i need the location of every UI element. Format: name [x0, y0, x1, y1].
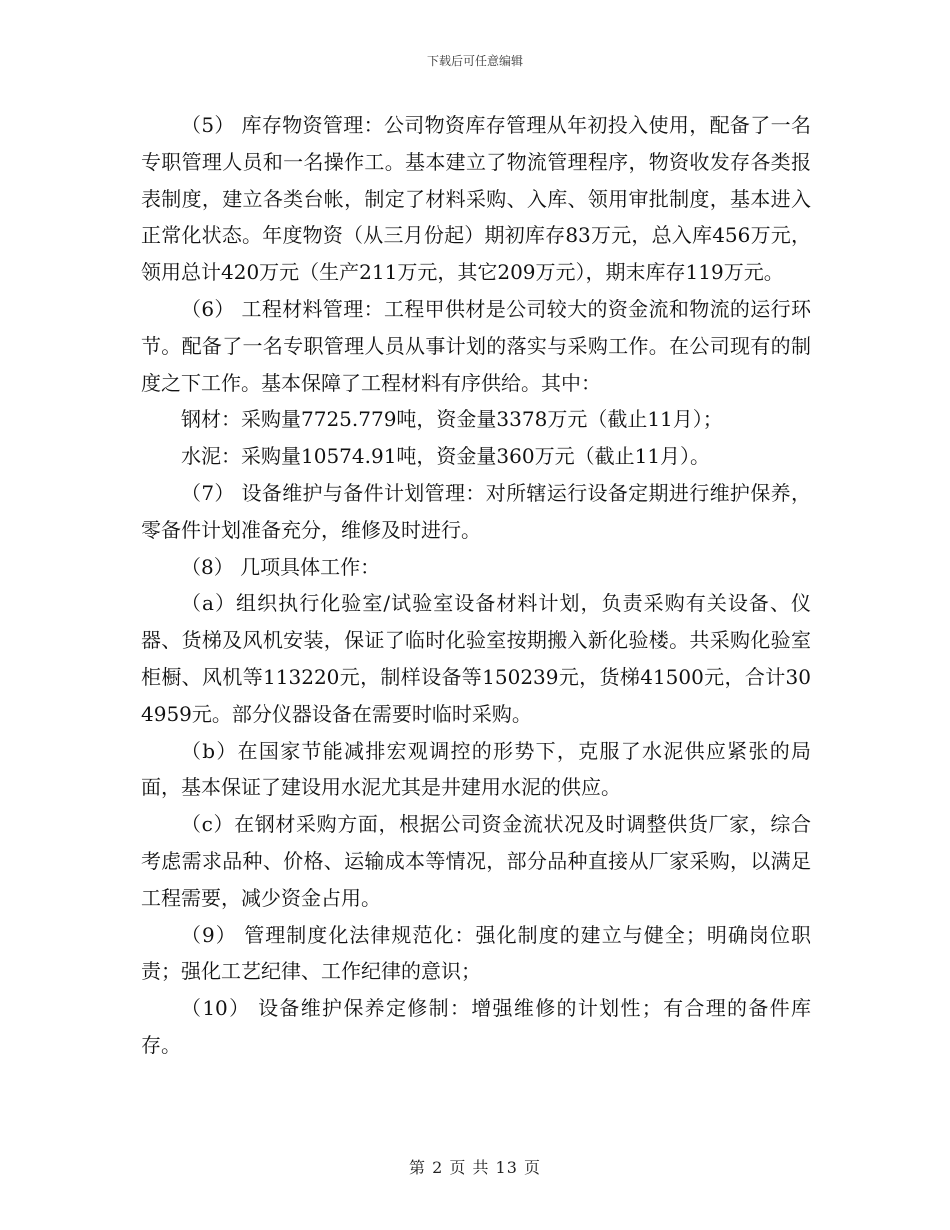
paragraph-item-c: （c）在钢材采购方面，根据公司资金流状况及时调整供货厂家，综合考虑需求品种、价格、运输成本等情况，部分品种直接从厂家采购，以满足工程需要，减少资金占用。	[141, 812, 811, 910]
paragraph-cement: 水泥：采购量10574.91吨，资金量360万元（截止11月）。	[181, 444, 711, 469]
paragraph-item-a: （a）组织执行化验室/试验室设备材料计划，负责采购有关设备、仪器、货梯及风机安装，保证了临时化验室按期搬入新化验楼。共采购化验室柜橱、风机等113220元，制样设备等150239元，货梯41500元，合计304959元。部分仪器设备在需要时临时采购。	[141, 591, 811, 726]
document-body	[141, 107, 811, 1064]
paragraph-equipment-maintenance: （7） 设备维护与备件计划管理：对所辖运行设备定期进行维护保养，零备件计划准备充分，维修及时进行。	[141, 480, 811, 542]
paragraph-engineering-materials: （6） 工程材料管理：工程甲供材是公司较大的资金流和物流的运行环节。配备了一名专职管理人员从事计划的落实与采购工作。在公司现有的制度之下工作。基本保障了工程材料有序供给。其中：	[141, 296, 811, 395]
paragraph-management-system: （9） 管理制度化法律规范化：强化制度的建立与健全；明确岗位职责；强化工艺纪律、工作纪律的意识；	[141, 922, 811, 984]
paragraph-maintenance-system: （10） 设备维护保养定修制：增强维修的计划性；有合理的备件库存。	[141, 996, 811, 1057]
paragraph-specific-work-heading: （8） 几项具体工作：	[181, 554, 381, 579]
page-header: 下载后可任意编辑	[426, 54, 523, 68]
page-number-footer: 第 2 页 共 13 页	[409, 1158, 541, 1177]
paragraph-inventory-management: （5） 库存物资管理：公司物资库存管理从年初投入使用，配备了一名专职管理人员和一名操作工。基本建立了物流管理程序，物资收发存各类报表制度，建立各类台帐，制定了材料采购、入库、领用审批制度，基本进入正常化状态。年度物资（从三月份起）期初库存83万元，总入库456万元，领用总计420万元（生产211万元，其它209万元），期末库存119万元。	[141, 113, 811, 285]
paragraph-steel: 钢材：采购量7725.779吨，资金量3378万元（截止11月）；	[181, 407, 723, 432]
paragraph-item-b: （b）在国家节能减排宏观调控的形势下，克服了水泥供应紧张的局面，基本保证了建设用水泥尤其是井建用水泥的供应。	[141, 738, 811, 800]
